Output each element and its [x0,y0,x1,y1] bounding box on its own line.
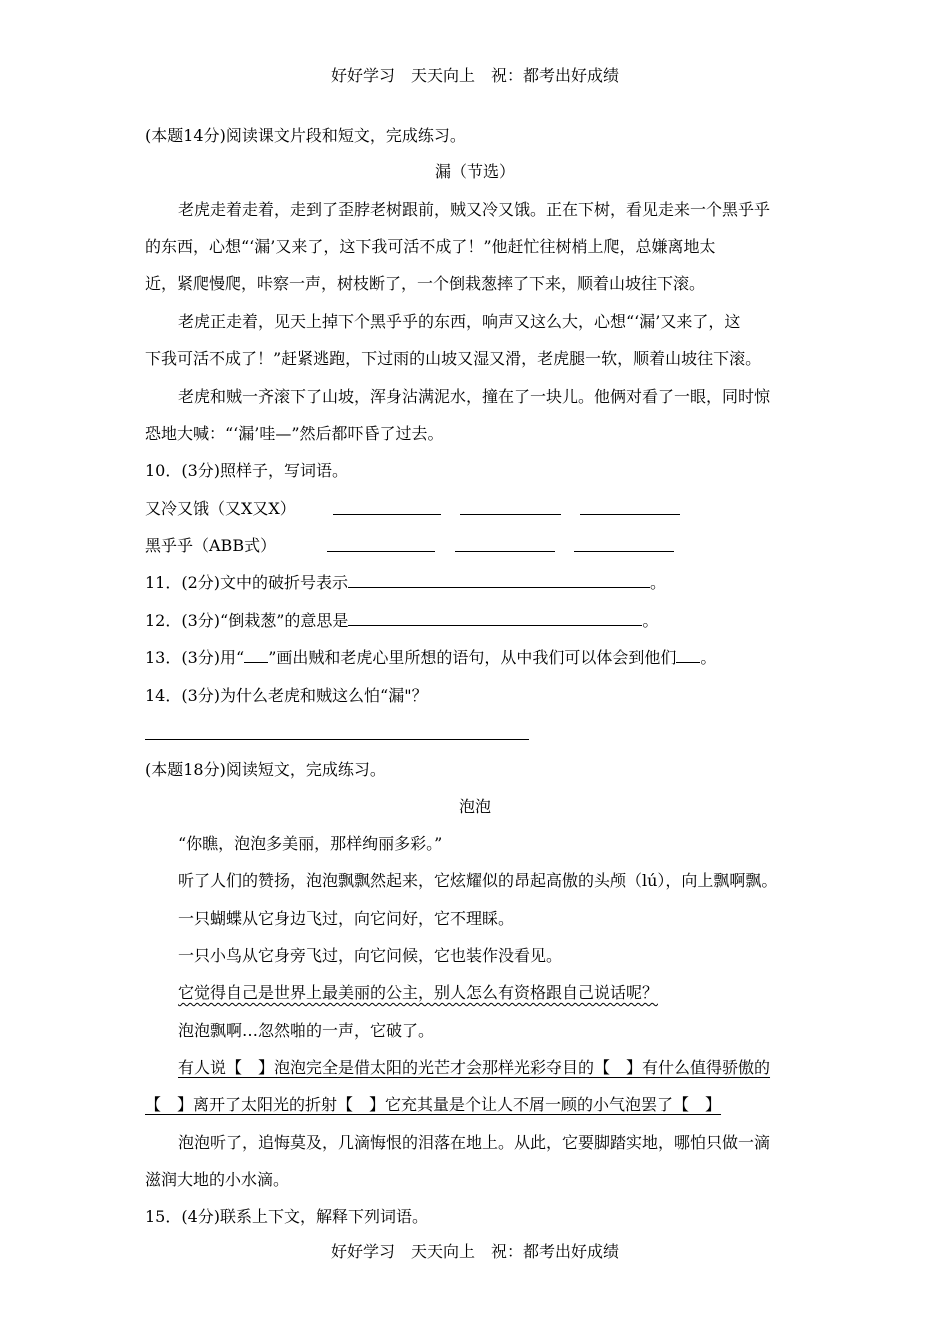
answer-blank[interactable] [348,611,642,626]
q10a-label: 又冷又饿（又X又X） [145,499,296,518]
answer-blank[interactable] [244,648,268,663]
q12-end: 。 [642,611,659,630]
answer-blank[interactable] [574,537,674,552]
paragraph-line: 一只小鸟从它身旁飞过，向它问候，它也装作没看见。 [178,946,563,965]
q10b-label: 黑乎乎（ABB式） [145,536,277,555]
paragraph-line [178,983,658,1003]
question-15: 15．(4分)联系上下文，解释下列词语。 [145,1207,429,1226]
punctuation-exercise-line: 【 】离开了太阳光的折射【 】它充其量是个让人不屑一顾的小气泡罢了【 】 [145,1095,722,1114]
page-header: 好好学习 天天向上 祝：都考出好成绩 [330,66,619,85]
page-footer: 好好学习 天天向上 祝：都考出好成绩 [330,1242,619,1261]
section2-intro: (本题18分)阅读短文，完成练习。 [145,760,386,779]
answer-blank[interactable] [580,500,680,515]
question-14: 14．(3分)为什么老虎和贼这么怕“漏"？ [145,686,428,705]
q11-text: 11．(2分)文中的破折号表示 [145,573,349,592]
paragraph-line: 下我可活不成了！”赶紧逃跑，下过雨的山坡又湿又滑，老虎腿一软，顺着山坡往下滚。 [145,349,762,368]
question-10: 10．(3分)照样子，写词语。 [145,461,349,480]
punctuation-exercise-line: 有人说【 】泡泡完全是借太阳的光芒才会那样光彩夺目的【 】有什么值得骄傲的 [178,1058,771,1077]
paragraph-line: 听了人们的赞扬，泡泡飘飘然起来，它炫耀似的昂起高傲的头颅（lú），向上飘啊飘。 [178,871,778,890]
paragraph-line: 泡泡飘啊…忽然啪的一声，它破了。 [178,1021,435,1040]
answer-blank[interactable] [455,537,555,552]
paragraph-line: 老虎正走着，见天上掉下个黑乎乎的东西，响声又这么大，心想“‘漏’又来了，这 [178,312,741,331]
answer-blank[interactable] [327,537,435,552]
answer-blank[interactable] [676,648,700,663]
paragraph-line: 近，紧爬慢爬，咔察一声，树枝断了，一个倒栽葱摔了下来，顺着山坡往下滚。 [145,274,706,293]
paragraph-line: “你瞧，泡泡多美丽，那样绚丽多彩。” [178,834,443,853]
question-10a [145,499,296,519]
section1-intro: (本题14分)阅读课文片段和短文，完成练习。 [145,126,466,145]
answer-blank[interactable] [460,500,561,515]
q13-end: 。 [700,648,717,667]
answer-blank[interactable] [333,500,441,515]
answer-line[interactable] [145,739,529,740]
question-12 [145,611,658,631]
paragraph-line: 老虎走着走着，走到了歪脖老树跟前，贼又冷又饿。正在下树，看见走来一个黑乎乎 [178,200,771,219]
q11-end: 。 [650,573,667,592]
section2-title: 泡泡 [458,797,491,816]
paragraph-line: 恐地大喊：“‘漏’哇—”然后都吓昏了过去。 [145,424,444,443]
paragraph-line: 泡泡听了，追悔莫及，几滴悔恨的泪落在地上。从此，它要脚踏实地，哪怕只做一滴 [178,1133,771,1152]
paragraph-line: 老虎和贼一齐滚下了山坡，浑身沾满泥水，撞在了一块儿。他俩对看了一眼，同时惊 [178,387,771,406]
paragraph-line: 一只蝴蝶从它身边飞过，向它问好，它不理睬。 [178,909,515,928]
question-10b [145,536,276,556]
paragraph-line [145,1095,721,1115]
q13-text: ”画出贼和老虎心里所想的语句，从中我们可以体会到他们 [268,648,677,667]
wavy-underlined-sentence: 它觉得自己是世界上最美丽的公主，别人怎么有资格跟自己说话呢？ [178,983,659,1002]
paragraph-line: 的东西，心想“‘漏’又来了，这下我可活不成了！”他赶忙往树梢上爬，总嫌离地太 [145,237,716,256]
q12-text: 12．(3分)“倒栽葱”的意思是 [145,611,349,630]
section1-title: 漏（节选） [434,162,515,181]
question-13 [145,648,716,668]
q13-text: 13．(3分)用“ [145,648,245,667]
answer-blank[interactable] [348,573,650,588]
question-11 [145,573,666,593]
paragraph-line: 滋润大地的小水滴。 [145,1170,290,1189]
paragraph-line [178,1058,770,1078]
